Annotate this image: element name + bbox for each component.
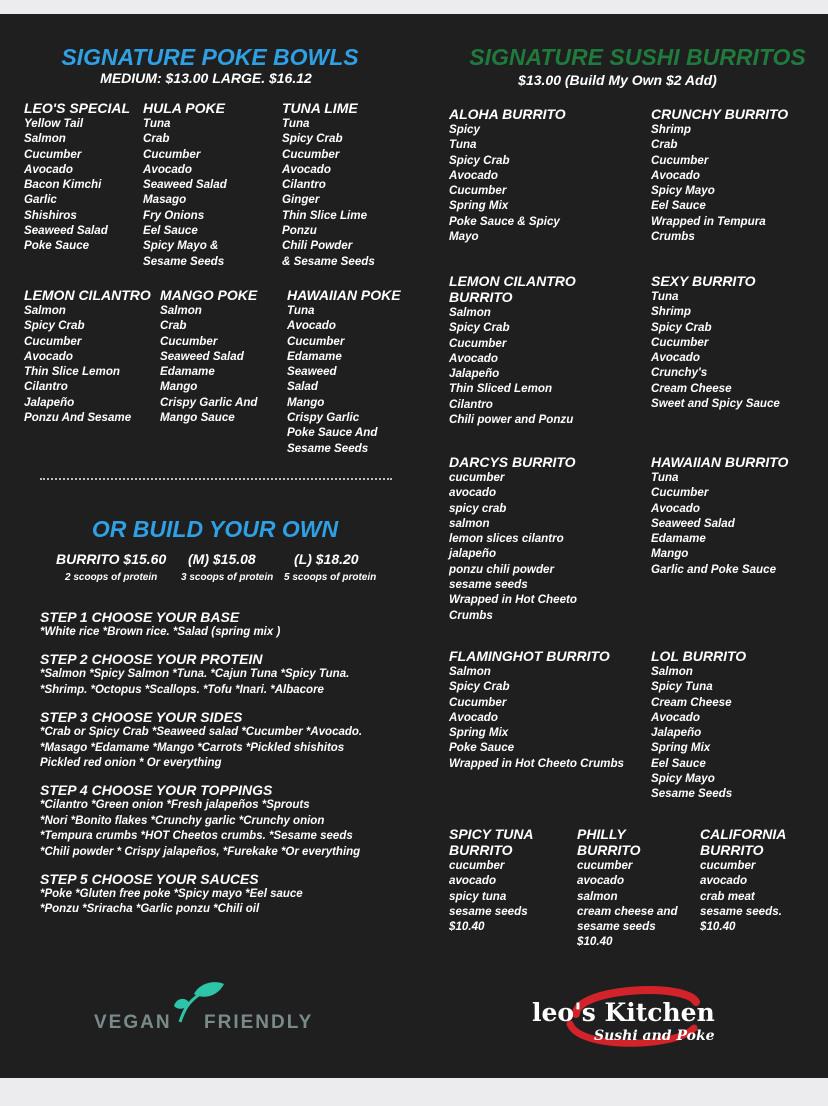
ingredient-item: Poke Sauce (449, 741, 515, 755)
step-line: *White rice *Brown rice. *Salad (spring mix ) (40, 626, 281, 638)
ingredient-item: $10.40 (449, 920, 485, 934)
ingredient-item: Cilantro (449, 397, 493, 411)
ingredient-item: Cream Cheese (651, 381, 732, 395)
ingredient-item: Tuna (651, 290, 679, 303)
ingredient-item: Sesame Seeds (287, 441, 369, 455)
ingredient-item: Spicy Mayo (651, 184, 715, 198)
ingredient-item: Avocado (651, 351, 700, 365)
ingredient-item: Salmon (24, 132, 66, 146)
ingredient-item: Tuna (287, 304, 315, 317)
burrito-name: BURRITO (577, 842, 641, 858)
ingredient-item: Mango (651, 547, 689, 561)
burrito-philly (577, 826, 678, 950)
ingredient-item: cucumber (700, 859, 756, 872)
step-2 (40, 651, 420, 698)
step-1 (40, 609, 420, 640)
ingredient-item: Avocado (282, 162, 331, 176)
ingredient-item: Thin Slice Lime (282, 208, 368, 222)
ingredient-item: Crunchy's (651, 366, 708, 380)
ingredient-item: Ponzu (282, 224, 317, 238)
bowl-ingredients (160, 303, 258, 425)
ingredient-item: Poke Sauce And (287, 426, 378, 440)
ingredient-item: Eel Sauce (143, 224, 198, 238)
step-line: *Masago *Edamame *Mango *Carrots *Pickled shishitos (40, 741, 345, 754)
ingredient-item: Cucumber (24, 147, 82, 161)
ingredient-item: Edamame (160, 365, 215, 379)
ingredient-item: Cucumber (160, 334, 218, 348)
step-title: STEP 4 CHOOSE YOUR TOPPINGS (40, 782, 273, 799)
top-bar (0, 0, 828, 14)
large-scoops: 5 scoops of protein (284, 572, 377, 583)
ingredient-item: avocado (577, 874, 625, 888)
ingredient-item: Spicy Tuna (651, 680, 713, 694)
ingredient-item: lemon slices cilantro (449, 532, 564, 546)
leos-kitchen-logo (528, 974, 718, 1054)
ingredient-item: jalapeño (449, 547, 497, 561)
ingredient-item: Salmon (24, 304, 66, 317)
ingredient-item: Thin Slice Lemon (24, 365, 120, 379)
bowl-ingredients (143, 116, 227, 269)
logo-sub-text: Sushi and Poke (594, 1028, 715, 1044)
bowl-hawaiian-poke (287, 287, 401, 456)
burrito-hawaiian (651, 454, 788, 577)
ingredient-item: Seaweed Salad (24, 224, 108, 238)
ingredient-item: Ponzu And Sesame (24, 411, 132, 425)
ingredient-item: Garlic (24, 193, 57, 207)
ingredient-item: Jalapeño (651, 726, 702, 740)
ingredient-item: Shrimp (651, 305, 691, 319)
burrito-ingredients (700, 858, 786, 934)
vegan-text: VEGAN (94, 1012, 172, 1033)
burrito-flaminghot (449, 648, 624, 771)
burrito-name: BURRITO (449, 842, 513, 858)
ingredient-item: Shishiros (24, 208, 77, 222)
ingredient-item: Avocado (651, 710, 700, 724)
burrito-name: SEXY BURRITO (651, 273, 756, 289)
bowl-tuna-lime (282, 100, 375, 269)
ingredient-item: Cilantro (282, 178, 326, 192)
ingredient-item: crab meat (700, 889, 755, 903)
ingredient-item: sesame seeds (449, 904, 528, 918)
burrito-name: SPICY TUNA (449, 826, 534, 842)
ingredient-item: sesame seeds (449, 578, 528, 592)
ingredient-item: Tuna (282, 117, 310, 130)
ingredient-item: Salmon (449, 665, 491, 678)
step-title: STEP 3 CHOOSE YOUR SIDES (40, 709, 243, 726)
ingredient-item: Wrapped in Tempura (651, 214, 766, 228)
ingredient-item: Avocado (287, 319, 336, 333)
ingredient-item: Spicy Mayo & (143, 239, 219, 253)
ingredient-item: $10.40 (700, 920, 736, 934)
ingredient-item: Mango (287, 395, 325, 409)
vegan-friendly-logo (94, 980, 334, 1040)
ingredient-item: salmon (577, 889, 618, 903)
ingredient-item: Yellow Tail (24, 117, 84, 130)
friendly-text: FRIENDLY (204, 1012, 314, 1033)
ingredient-item: Cucumber (651, 335, 709, 349)
bowl-ingredients (282, 116, 375, 269)
burrito-name: CALIFORNIA (700, 826, 787, 842)
poke-prices: MEDIUM: $13.00 LARGE. $16.12 (100, 70, 312, 86)
ingredient-item: Jalapeño (24, 395, 75, 409)
ingredient-item: Crab (160, 319, 187, 333)
burrito-lol (651, 648, 746, 802)
bowl-leos-special (24, 100, 130, 254)
step-line: *Chili powder * Crispy jalapeños, *Furekake *Or everything (40, 845, 361, 858)
ingredient-item: Chili power and Ponzu (449, 413, 574, 427)
burrito-name: PHILLY (577, 826, 626, 842)
burrito-name: HAWAIIAN BURRITO (651, 454, 789, 470)
sushi-price: $13.00 (Build My Own $2 Add) (518, 72, 717, 88)
ingredient-item: Spicy Crab (449, 680, 510, 694)
step-line: *Tempura crumbs *HOT Cheetos crumbs. *Sesame seeds (40, 830, 353, 843)
burrito-name: CRUNCHY BURRITO (651, 106, 789, 122)
poke-title: SIGNATURE POKE BOWLS (61, 44, 359, 70)
ingredient-item: Seaweed Salad (143, 178, 227, 192)
step-line: *Nori *Bonito flakes *Crunchy garlic *Crunchy onion (40, 814, 325, 827)
step-line: *Cilantro *Green onion *Fresh jalapeños *Sprouts (40, 799, 310, 812)
ingredient-item: $10.40 (577, 935, 613, 949)
burrito-ingredients (449, 664, 624, 771)
burrito-name: LEMON CILANTRO (449, 273, 576, 289)
bowl-name: MANGO POKE (160, 287, 258, 303)
ingredient-item: Sesame Seeds (143, 254, 225, 268)
ingredient-item: Cucumber (651, 486, 709, 500)
ingredient-item: ponzu chili powder (449, 562, 554, 576)
ingredient-item: Jalapeño (449, 367, 500, 381)
ingredient-item: Seaweed Salad (160, 349, 244, 363)
bowl-ingredients (287, 303, 401, 456)
ingredient-item: Avocado (449, 710, 498, 724)
step-line: *Ponzu *Sriracha *Garlic ponzu *Chili oil (40, 903, 260, 916)
ingredient-item: Wrapped in Hot Cheeto Crumbs (449, 756, 624, 770)
medium-scoops: 3 scoops of protein (181, 572, 274, 583)
ingredient-item: Poke Sauce (24, 239, 90, 253)
ingredient-item: Avocado (449, 168, 498, 182)
burrito-name: BURRITO (449, 289, 513, 305)
ingredient-item: Crispy Garlic (287, 411, 360, 425)
step-3 (40, 709, 420, 771)
step-title: STEP 1 CHOOSE YOUR BASE (40, 609, 240, 625)
ingredient-item: cream cheese and (577, 904, 678, 918)
burrito-scoops: 2 scoops of protein (65, 572, 158, 583)
ingredient-item: Shrimp (651, 123, 691, 136)
ingredient-item: Salmon (449, 306, 491, 319)
menu-page (0, 14, 828, 1078)
ingredient-item: Avocado (143, 162, 192, 176)
burrito-ingredients (449, 305, 576, 427)
ingredient-item: Spring Mix (449, 199, 509, 213)
ingredient-item: Spring Mix (449, 726, 509, 740)
step-line: *Shrimp. *Octopus *Scallops. *Tofu *Inari. *Albacore (40, 683, 324, 696)
burrito-ingredients (651, 122, 788, 244)
ingredient-item: salmon (449, 516, 490, 530)
bowl-ingredients (24, 303, 151, 425)
step-title: STEP 2 CHOOSE YOUR PROTEIN (40, 651, 263, 668)
large-price: (L) $18.20 (294, 551, 359, 567)
ingredient-item: Sesame Seeds (651, 787, 733, 801)
bowl-name: LEMON CILANTRO (24, 287, 151, 303)
ingredient-item: Garlic and Poke Sauce (651, 562, 777, 576)
ingredient-item: avocado (700, 874, 748, 888)
ingredient-item: Spicy Crab (282, 132, 343, 146)
burrito-name: ALOHA BURRITO (449, 106, 566, 122)
ingredient-item: Salmon (160, 304, 202, 317)
ingredient-item: Crispy Garlic And (160, 395, 258, 409)
ingredient-item: & Sesame Seeds (282, 254, 375, 268)
ingredient-item: Cucumber (287, 334, 345, 348)
ingredient-item: Spicy Crab (449, 153, 510, 167)
medium-price: (M) $15.08 (188, 551, 256, 567)
ingredient-item: Tuna (143, 117, 171, 130)
ingredient-item: Cilantro (24, 380, 68, 394)
ingredient-item: Avocado (449, 351, 498, 365)
ingredient-item: Spicy Mayo (651, 772, 715, 786)
ingredient-item: Masago (143, 193, 187, 207)
step-title: STEP 5 CHOOSE YOUR SAUCES (40, 871, 259, 888)
ingredient-item: Mayo (449, 230, 479, 244)
ingredient-item: Seaweed (287, 365, 337, 379)
burrito-ingredients (651, 664, 746, 802)
bowl-name: TUNA LIME (282, 100, 358, 116)
ingredient-item: Crumbs (449, 608, 493, 622)
ingredient-item: Cucumber (24, 334, 82, 348)
ingredient-item: Salad (287, 380, 318, 394)
ingredient-item: Crab (651, 138, 678, 152)
ingredient-item: Mango (160, 380, 198, 394)
ingredient-item: cucumber (449, 471, 505, 484)
burrito-name: FLAMINGHOT BURRITO (449, 648, 610, 664)
ingredient-item: cucumber (449, 859, 505, 872)
burrito-lemon-cilantro (449, 273, 576, 427)
ingredient-item: Mango Sauce (160, 411, 235, 425)
ingredient-item: spicy crab (449, 501, 507, 515)
bowl-name: LEO'S SPECIAL (24, 100, 131, 116)
step-line: Pickled red onion * Or everything (40, 757, 222, 770)
ingredient-item: Cucumber (449, 336, 507, 350)
bowl-name: HAWAIIAN POKE (287, 287, 401, 303)
burrito-name: LOL BURRITO (651, 648, 747, 664)
ingredient-item: Spicy Crab (24, 319, 85, 333)
ingredient-item: Wrapped in Hot Cheeto (449, 593, 577, 607)
ingredient-item: Salmon (651, 665, 693, 678)
ingredient-item: Cucumber (449, 695, 507, 709)
bowl-ingredients (24, 116, 130, 254)
burrito-ingredients (449, 122, 566, 244)
ingredient-item: Cucumber (651, 153, 709, 167)
ingredient-item: Edamame (287, 349, 342, 363)
ingredient-item: cucumber (577, 859, 633, 872)
burrito-crunchy (651, 106, 788, 244)
ingredient-item: Spicy (449, 123, 480, 136)
sushi-title: SIGNATURE SUSHI BURRITOS (469, 44, 806, 70)
ingredient-item: Bacon Kimchi (24, 178, 102, 192)
logo-main-text: leo's Kitchen (532, 998, 715, 1027)
ingredient-item: Fry Onions (143, 208, 205, 222)
ingredient-item: Edamame (651, 532, 706, 546)
step-5 (40, 871, 420, 918)
ingredient-item: Tuna (449, 138, 477, 152)
step-line: *Salmon *Spicy Salmon *Tuna. *Cajun Tuna *Spicy Tuna. (40, 668, 350, 681)
ingredient-item: Cucumber (282, 147, 340, 161)
burrito-name: DARCYS BURRITO (449, 454, 576, 470)
burrito-spicy-tuna (449, 826, 534, 934)
step-line: *Crab or Spicy Crab *Seaweed salad *Cucumber *Avocado. (40, 726, 363, 739)
ingredient-item: Cucumber (449, 184, 507, 198)
burrito-ingredients (577, 858, 678, 950)
burrito-ingredients (449, 470, 577, 623)
ingredient-item: sesame seeds (577, 920, 656, 934)
ingredient-item: spicy tuna (449, 889, 507, 903)
bowl-name: HULA POKE (143, 100, 225, 116)
ingredient-item: Tuna (651, 471, 679, 484)
bottom-bar (0, 1078, 828, 1106)
ingredient-item: Ginger (282, 193, 320, 207)
ingredient-item: Eel Sauce (651, 756, 706, 770)
build-title: OR BUILD YOUR OWN (91, 516, 339, 542)
ingredient-item: Cream Cheese (651, 695, 732, 709)
build-steps (40, 609, 420, 918)
ingredient-item: Avocado (24, 162, 73, 176)
ingredient-item: Thin Sliced Lemon (449, 382, 553, 396)
burrito-aloha (449, 106, 566, 244)
ingredient-item: Crumbs (651, 230, 695, 244)
burrito-sexy (651, 273, 780, 411)
burrito-ingredients (651, 289, 780, 411)
ingredient-item: Spring Mix (651, 741, 711, 755)
ingredient-item: sesame seeds. (700, 904, 782, 918)
bowl-lemon-cilantro (24, 287, 151, 425)
ingredient-item: Spicy Crab (651, 320, 712, 334)
bowl-hula-poke (143, 100, 227, 269)
ingredient-item: Poke Sauce & Spicy (449, 214, 560, 228)
ingredient-item: Cucumber (143, 147, 201, 161)
ingredient-item: Crab (143, 132, 170, 146)
ingredient-item: Seaweed Salad (651, 516, 735, 530)
burrito-ingredients (651, 470, 788, 577)
ingredient-item: Spicy Crab (449, 321, 510, 335)
section-divider (40, 478, 392, 480)
burrito-name: BURRITO (700, 842, 764, 858)
ingredient-item: avocado (449, 486, 497, 500)
burrito-price: BURRITO $15.60 (56, 551, 167, 567)
burrito-ingredients (449, 858, 534, 934)
step-line: *Poke *Gluten free poke *Spicy mayo *Eel sauce (40, 888, 303, 901)
step-4 (40, 782, 420, 860)
ingredient-item: avocado (449, 874, 497, 888)
ingredient-item: Avocado (651, 501, 700, 515)
ingredient-item: Avocado (651, 168, 700, 182)
ingredient-item: Sweet and Spicy Sauce (651, 397, 780, 411)
burrito-california (700, 826, 786, 934)
ingredient-item: Avocado (24, 349, 73, 363)
bowl-mango-poke (160, 287, 258, 425)
ingredient-item: Chili Powder (282, 239, 353, 253)
ingredient-item: Eel Sauce (651, 199, 706, 213)
burrito-darcys (449, 454, 577, 623)
